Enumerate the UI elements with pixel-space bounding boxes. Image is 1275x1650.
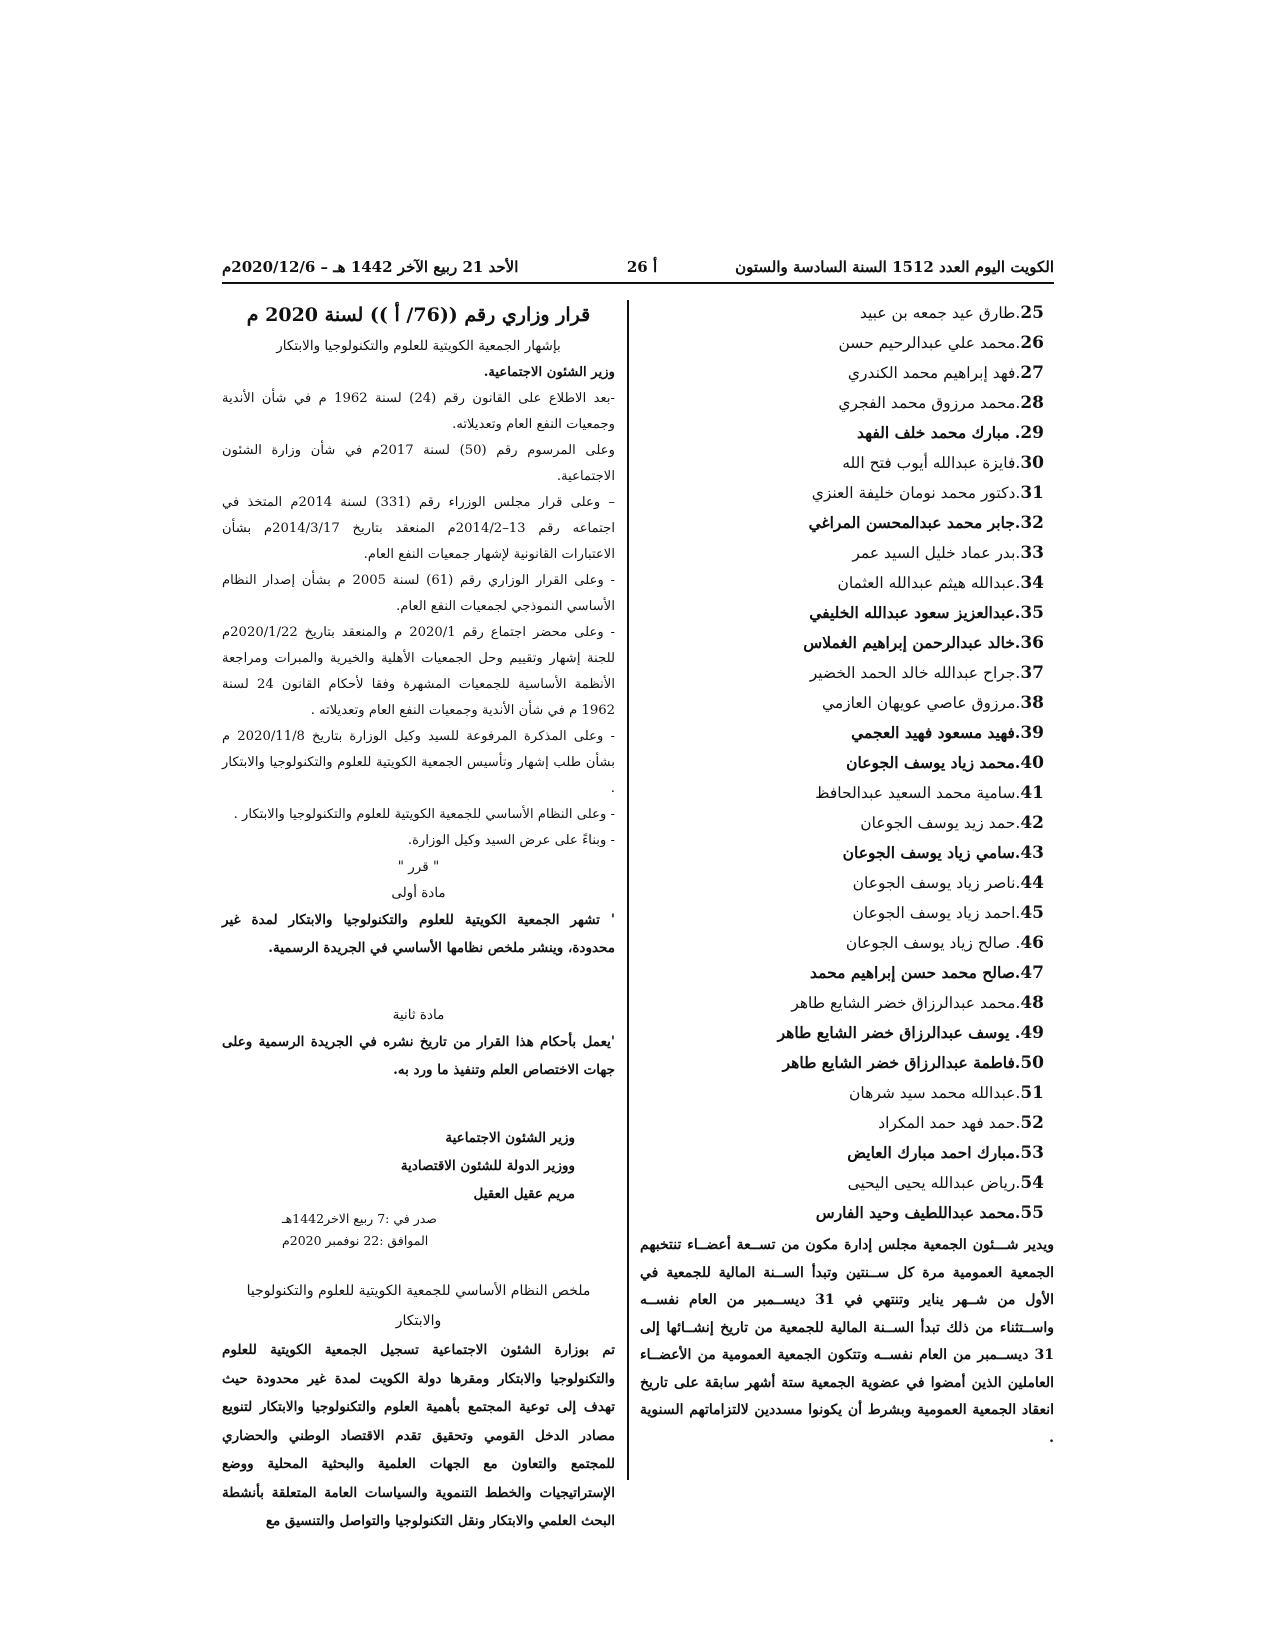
member-item: 43.سامي زياد يوسف الجوعان: [842, 843, 1044, 863]
page-header: [222, 258, 1054, 284]
member-number: 38: [1020, 693, 1044, 713]
member-item: 54.رياض عبدالله يحيى اليحيى: [847, 1173, 1044, 1193]
member-number: 55: [1020, 1203, 1044, 1223]
member-name: بدر عماد خليل السيد عمر: [852, 544, 1016, 562]
summary-text: تم بوزارة الشئون الاجتماعية تسجيل الجمعية الكويتية للعلوم والتكنولوجيا والابتكار ومقرها دولة الكويت لمدة غير محدودة حيث تهدف إلى توعية المجتمع بأهمية العلوم والتكنولوجيا والابتكار لتنويع مصادر الدخل القومي وتحقيق تقدم الاقتصاد الوطني والحضاري للمجتمع والتعاون مع الجهات العلمية والبحثية المحلية ووضع الإستراتيجيات والخطط التنموية والسياسات العامة المتعلقة بأنشطة البحث العلمي والابتكار ونقل التكنولوجيا والتواصل والتنسيق مع: [222, 1342, 615, 1529]
signature-name: مريم عقيل العقيل: [473, 1186, 575, 1202]
member-name: محمد عبداللطيف وحيد الفارس: [815, 1203, 1015, 1222]
member-item: 36.خالد عبدالرحمن إبراهيم الغملاس: [803, 633, 1044, 653]
member-name: عبدالله محمد سيد شرهان: [849, 1084, 1016, 1102]
member-name: جابر محمد عبدالمحسن المراغي: [808, 513, 1015, 532]
member-number: 47: [1020, 963, 1044, 983]
member-number: 45: [1020, 903, 1044, 923]
member-number: 28: [1020, 393, 1044, 413]
signature-line-2: ووزير الدولة للشئون الاقتصادية: [400, 1158, 575, 1174]
member-item: 55.محمد عبداللطيف وحيد الفارس: [815, 1203, 1044, 1223]
member-name: محمد علي عبدالرحيم حسن: [838, 334, 1016, 352]
preamble-4: - وعلى القرار الوزاري رقم (61) لسنة 2005 م بشأن إصدار النظام الأساسي النموذجي لجمعيات النفع العام.: [222, 573, 615, 614]
member-item: 27.فهد إبراهيم محمد الكندري: [847, 363, 1044, 383]
right-column: [640, 298, 1054, 1452]
member-item: 51.عبدالله محمد سيد شرهان: [849, 1083, 1044, 1103]
member-number: 44: [1020, 873, 1044, 893]
member-name: مبارك احمد مبارك العايض: [847, 1143, 1015, 1162]
member-item: 26.محمد علي عبدالرحيم حسن: [838, 333, 1044, 353]
issued-hijri: صدر في :7 ربيع الاخر1442هـ: [282, 1211, 437, 1226]
member-item: 48.محمد عبدالرزاق خضر الشايع طاهر: [791, 993, 1044, 1013]
member-item: 37.جراح عبدالله خالد الحمد الخضير: [809, 663, 1044, 683]
member-item: 38.مرزوق عاصي عويهان العازمي: [821, 693, 1044, 713]
member-number: 42: [1020, 813, 1044, 833]
member-name: فايزة عبدالله أيوب فتح الله: [842, 454, 1016, 472]
member-number: 30: [1020, 453, 1044, 473]
member-number: 31: [1020, 483, 1044, 503]
member-name: سامي زياد يوسف الجوعان: [842, 843, 1015, 862]
member-number: 43: [1020, 843, 1044, 863]
member-list: [640, 298, 1054, 1228]
member-item: 33.بدر عماد خليل السيد عمر: [852, 543, 1044, 563]
member-number: 25: [1020, 303, 1044, 323]
preamble-2: وعلى المرسوم رقم (50) لسنة 2017م في شأن وزارة الشئون الاجتماعية.: [222, 443, 615, 484]
member-name: محمد عبدالرزاق خضر الشايع طاهر: [791, 994, 1016, 1012]
issued-gregorian: الموافق :22 نوفمبر 2020م: [282, 1233, 429, 1248]
member-number: 32: [1020, 513, 1044, 533]
member-item: 42.حمد زيد يوسف الجوعان: [860, 813, 1044, 833]
member-number: 46: [1020, 933, 1044, 953]
article-1-title: مادة أولى: [391, 885, 446, 901]
member-name: عبدالله هيثم عبدالله العثمان: [837, 574, 1016, 592]
member-name: مرزوق عاصي عويهان العازمي: [821, 694, 1016, 712]
member-number: 48: [1020, 993, 1044, 1013]
member-number: 26: [1020, 333, 1044, 353]
member-name: فهيد مسعود فهيد العجمي: [851, 723, 1015, 742]
member-number: 33: [1020, 543, 1044, 563]
board-paragraph: ويدير شـــئون الجمعية مجلس إدارة مكون من تســعة أعضــاء تنتخبهم الجمعية العمومية مرة كل ســنتين وتبدأ الســنة المالية للجمعية في الأول من شــهر يناير وتنتهي في 31 ديســمبر من العام نفســه واســتثناء من ذلك تبدأ الســنة المالية للجمعية من تاريخ إنشــائها إلى 31 ديســمبر من العام نفســه وتتكون الجمعية العمومية من الأعضــاء العاملين الذين أمضوا في عضوية الجمعية ستة أشهر سابقة على تاريخ انعقاد الجمعية العمومية وبشرط أن يكونوا مسددين لالتزاماتهم السنوية .: [640, 1237, 1055, 1446]
preamble-8: - وبناءً على عرض السيد وكيل الوزارة.: [407, 833, 615, 848]
member-name: يوسف عبدالرزاق خضر الشايع طاهر: [777, 1023, 1015, 1042]
member-number: 50: [1020, 1053, 1044, 1073]
left-column: [222, 298, 615, 1536]
article-2-title: مادة ثانية: [392, 1007, 445, 1023]
member-item: 31.دكتور محمد نومان خليفة العنزي: [811, 483, 1044, 503]
member-name: خالد عبدالرحمن إبراهيم الغملاس: [803, 633, 1015, 652]
column-divider: [627, 300, 629, 1480]
summary-title: ملخص النظام الأساسي للجمعية الكويتية للعلوم والتكنولوجيا والابتكار: [246, 1283, 591, 1329]
member-name: محمد زياد يوسف الجوعان: [846, 753, 1015, 772]
member-number: 54: [1020, 1173, 1044, 1193]
member-name: فهد إبراهيم محمد الكندري: [847, 364, 1016, 382]
preamble-6: - وعلى المذكرة المرفوعة للسيد وكيل الوزارة بتاريخ 2020/11/8 م بشأن طلب إشهار وتأسيس الجمعية الكويتية للعلوم والتكنولوجيا والابتكار .: [222, 729, 615, 796]
member-item: 49. يوسف عبدالرزاق خضر الشايع طاهر: [777, 1023, 1044, 1043]
member-name: حمد فهد حمد المكراد: [878, 1114, 1016, 1132]
member-item: 25.طارق عيد جمعه بن عبيد: [859, 303, 1044, 323]
member-number: 53: [1020, 1143, 1044, 1163]
member-number: 51: [1020, 1083, 1044, 1103]
member-name: صالح محمد حسن إبراهيم محمد: [810, 963, 1015, 982]
member-number: 49: [1020, 1023, 1044, 1043]
member-number: 27: [1020, 363, 1044, 383]
member-name: حمد زيد يوسف الجوعان: [860, 814, 1016, 832]
member-number: 36: [1020, 633, 1044, 653]
member-item: 28.محمد مرزوق محمد الفجري: [838, 393, 1044, 413]
member-number: 34: [1020, 573, 1044, 593]
member-name: جراح عبدالله خالد الحمد الخضير: [809, 664, 1016, 682]
member-item: 44.ناصر زياد يوسف الجوعان: [852, 873, 1044, 893]
minister-intro: وزير الشئون الاجتماعية.: [483, 365, 615, 380]
preamble-5: - وعلى محضر اجتماع رقم 2020/1 م والمنعقد بتاريخ 2020/1/22م للجنة إشهار وتقييم وحل الجمعيات الأهلية والخيرية والمبرات ومراجعة الأنظمة الأساسية للجمعيات المشهرة وفقا لأحكام القانون 24 لسنة 1962 م في شأن الأندية وجمعيات النفع العام وتعديلاته .: [222, 625, 616, 718]
member-item: 40.محمد زياد يوسف الجوعان: [846, 753, 1044, 773]
header-page-number: أ 26: [626, 258, 658, 276]
member-item: 32.جابر محمد عبدالمحسن المراغي: [808, 513, 1044, 533]
decided-heading: " قرر ": [397, 859, 440, 875]
decree-subtitle: بإشهار الجمعية الكويتية للعلوم والتكنولوجيا والابتكار: [276, 338, 561, 354]
member-number: 39: [1020, 723, 1044, 743]
preamble-7: - وعلى النظام الأساسي للجمعية الكويتية للعلوم والتكنولوجيا والابتكار .: [233, 807, 615, 822]
member-item: 45.احمد زياد يوسف الجوعان: [852, 903, 1044, 923]
signature-line-1: وزير الشئون الاجتماعية: [445, 1130, 575, 1146]
member-number: 29: [1020, 423, 1044, 443]
member-number: 35: [1020, 603, 1044, 623]
member-item: 52.حمد فهد حمد المكراد: [878, 1113, 1044, 1133]
member-number: 41: [1020, 783, 1044, 803]
member-item: 41.سامية محمد السعيد عبدالحافظ: [815, 783, 1044, 803]
decree-title: قرار وزاري رقم ((76/ أ )) لسنة 2020 م: [246, 304, 591, 326]
preamble-1: -بعد الاطلاع على القانون رقم (24) لسنة 1962 م في شأن الأندية وجمعيات النفع العام وتعديلاته.: [222, 391, 615, 432]
article-2-text: 'يعمل بأحكام هذا القرار من تاريخ نشره في الجريدة الرسمية وعلى جهات الاختصاص العلم وتنفيذ ما ورد به.: [222, 1034, 615, 1078]
article-1-text: ' تشهر الجمعية الكويتية للعلوم والتكنولوجيا والابتكار لمدة غير محدودة، وينشر ملخص نظامها الأساسي في الجريدة الرسمية.: [222, 912, 615, 956]
member-item: 53.مبارك احمد مبارك العايض: [847, 1143, 1044, 1163]
member-name: فاطمة عبدالرزاق خضر الشايع طاهر: [782, 1053, 1015, 1072]
member-item: 39.فهيد مسعود فهيد العجمي: [851, 723, 1044, 743]
member-name: محمد مرزوق محمد الفجري: [838, 394, 1016, 412]
member-name: عبدالعزيز سعود عبدالله الخليفي: [809, 603, 1015, 622]
member-name: مبارك محمد خلف الفهد: [857, 423, 1015, 442]
member-item: 34.عبدالله هيثم عبدالله العثمان: [837, 573, 1044, 593]
member-item: 50.فاطمة عبدالرزاق خضر الشايع طاهر: [782, 1053, 1044, 1073]
header-issue-info: الكويت اليوم العدد 1512 السنة السادسة والستون: [735, 258, 1054, 276]
member-name: صالح زياد يوسف الجوعان: [845, 934, 1016, 952]
member-item: 46. صالح زياد يوسف الجوعان: [845, 933, 1044, 953]
member-item: 35.عبدالعزيز سعود عبدالله الخليفي: [809, 603, 1044, 623]
member-item: 29. مبارك محمد خلف الفهد: [857, 423, 1044, 443]
member-name: سامية محمد السعيد عبدالحافظ: [815, 784, 1016, 802]
member-number: 52: [1020, 1113, 1044, 1133]
member-number: 40: [1020, 753, 1044, 773]
member-number: 37: [1020, 663, 1044, 683]
member-name: طارق عيد جمعه بن عبيد: [859, 304, 1016, 322]
member-name: دكتور محمد نومان خليفة العنزي: [811, 484, 1016, 502]
member-name: رياض عبدالله يحيى اليحيى: [847, 1174, 1016, 1192]
member-name: ناصر زياد يوسف الجوعان: [852, 874, 1016, 892]
header-date: الأحد 21 ربيع الآخر 1442 هـ – 2020/12/6م: [222, 258, 519, 276]
preamble-3: – وعلى قرار مجلس الوزراء رقم (331) لسنة 2014م المتخذ في اجتماعه رقم 13–2014/2م المنعقد بتاريخ 2014/3/17م بشأن الاعتبارات القانونية لإشهار جمعيات النفع العام.: [222, 495, 615, 562]
member-item: 30.فايزة عبدالله أيوب فتح الله: [842, 453, 1044, 473]
member-name: احمد زياد يوسف الجوعان: [852, 904, 1016, 922]
member-item: 47.صالح محمد حسن إبراهيم محمد: [810, 963, 1044, 983]
